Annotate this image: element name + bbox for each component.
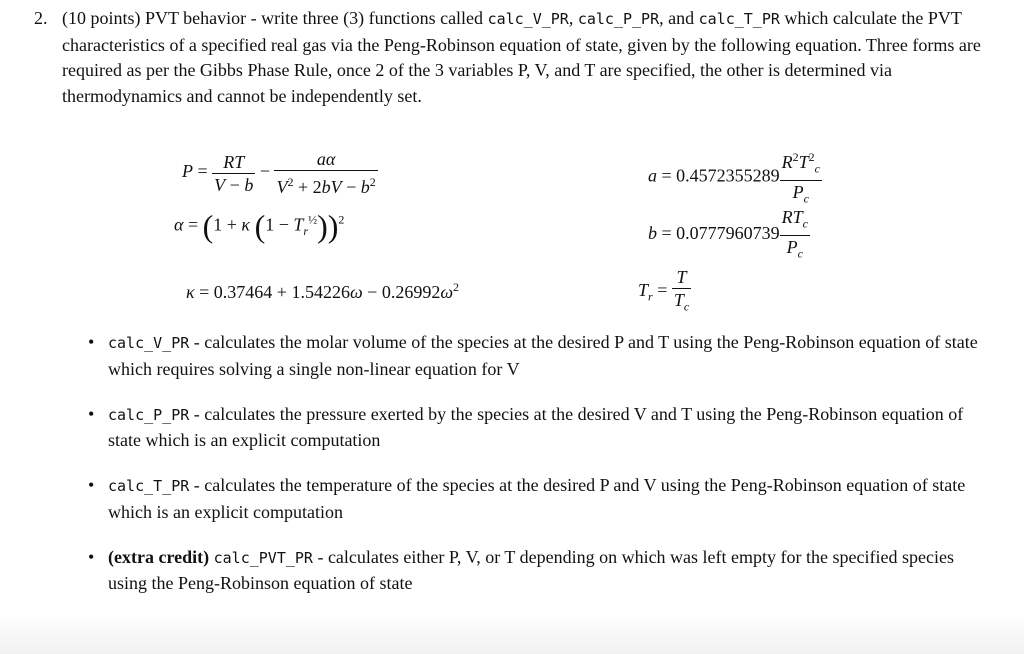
bullet-code: calc_T_PR bbox=[108, 477, 190, 495]
page-edge bbox=[0, 614, 1024, 654]
equation-a: a = 0.4572355289 $\frac{R^2T^2_c}{P_c}$ bbox=[648, 146, 822, 209]
fn-name-p: calc_P_PR bbox=[577, 10, 660, 28]
list-item bbox=[88, 545, 988, 597]
bullet-icon: • bbox=[88, 546, 95, 567]
problem-statement bbox=[34, 6, 984, 109]
equation-kappa: $\kappa = 0.37464 + 1.54226\omega - 0.26992\omega^2$ bbox=[186, 280, 460, 302]
fn-name-t: calc_T_PR bbox=[698, 10, 780, 28]
separator: , and bbox=[659, 8, 699, 28]
bullet-text: - calculates the temperature of the species at the desired P and V using the Peng-Robinson equation of state which is an explicit computation bbox=[108, 475, 966, 522]
problem-number: 2. bbox=[34, 8, 48, 28]
bullet-code: calc_P_PR bbox=[108, 405, 190, 424]
bullet-icon: • bbox=[88, 475, 95, 495]
problem-text bbox=[62, 6, 984, 109]
intro-text-a: (10 points) PVT behavior - write three (3) functions called bbox=[62, 8, 488, 28]
separator: , bbox=[568, 8, 578, 28]
list-item bbox=[88, 330, 988, 382]
equation-reduced-temperature: $T_r$ = $\frac{T}{T_c}$ bbox=[638, 267, 690, 314]
bullet-code: calc_PVT_PR bbox=[213, 548, 313, 567]
bullet-icon: • bbox=[88, 332, 95, 352]
bullet-prefix: (extra credit) bbox=[108, 546, 214, 567]
bullet-text: - calculates either P, V, or T depending on which was left empty for the specified species using the Peng-Robinson equation of state bbox=[108, 546, 954, 593]
fn-name-v: calc_V_PR bbox=[487, 10, 569, 28]
bullet-icon: • bbox=[88, 403, 95, 424]
equation-alpha: α = (1 + κ $(1 - T_r^{\frac{1}{2}}))^2$ bbox=[174, 208, 345, 244]
equation-pressure: P = $\frac{RT}{V - b}$ − $\frac{a\alpha}{V^2 + 2bV - b^2}$ bbox=[182, 149, 376, 197]
list-item bbox=[88, 402, 988, 454]
list-item bbox=[88, 473, 988, 525]
intro-text-b: which calculate the PVT characteristics of a specified real gas via the Peng-Robinson equation of state, given by the following equation. Three forms are required as per the Gibbs Phase Rule, once 2 of the 3 variables P, V, and T are specified, the other is determined via thermodynamics and cannot be independently set. bbox=[62, 8, 981, 106]
bullet-code: calc_V_PR bbox=[108, 334, 190, 352]
equation-b: b = 0.0777960739 $\frac{RT_c}{P_c}$ bbox=[648, 207, 808, 261]
function-list bbox=[88, 330, 988, 616]
bullet-text: - calculates the molar volume of the species at the desired P and T using the Peng-Robinson equation of state which requires solving a single non-linear equation for V bbox=[108, 332, 978, 379]
bullet-text: - calculates the pressure exerted by the species at the desired V and T using the Peng-Robinson equation of state which is an explicit computation bbox=[108, 403, 964, 450]
